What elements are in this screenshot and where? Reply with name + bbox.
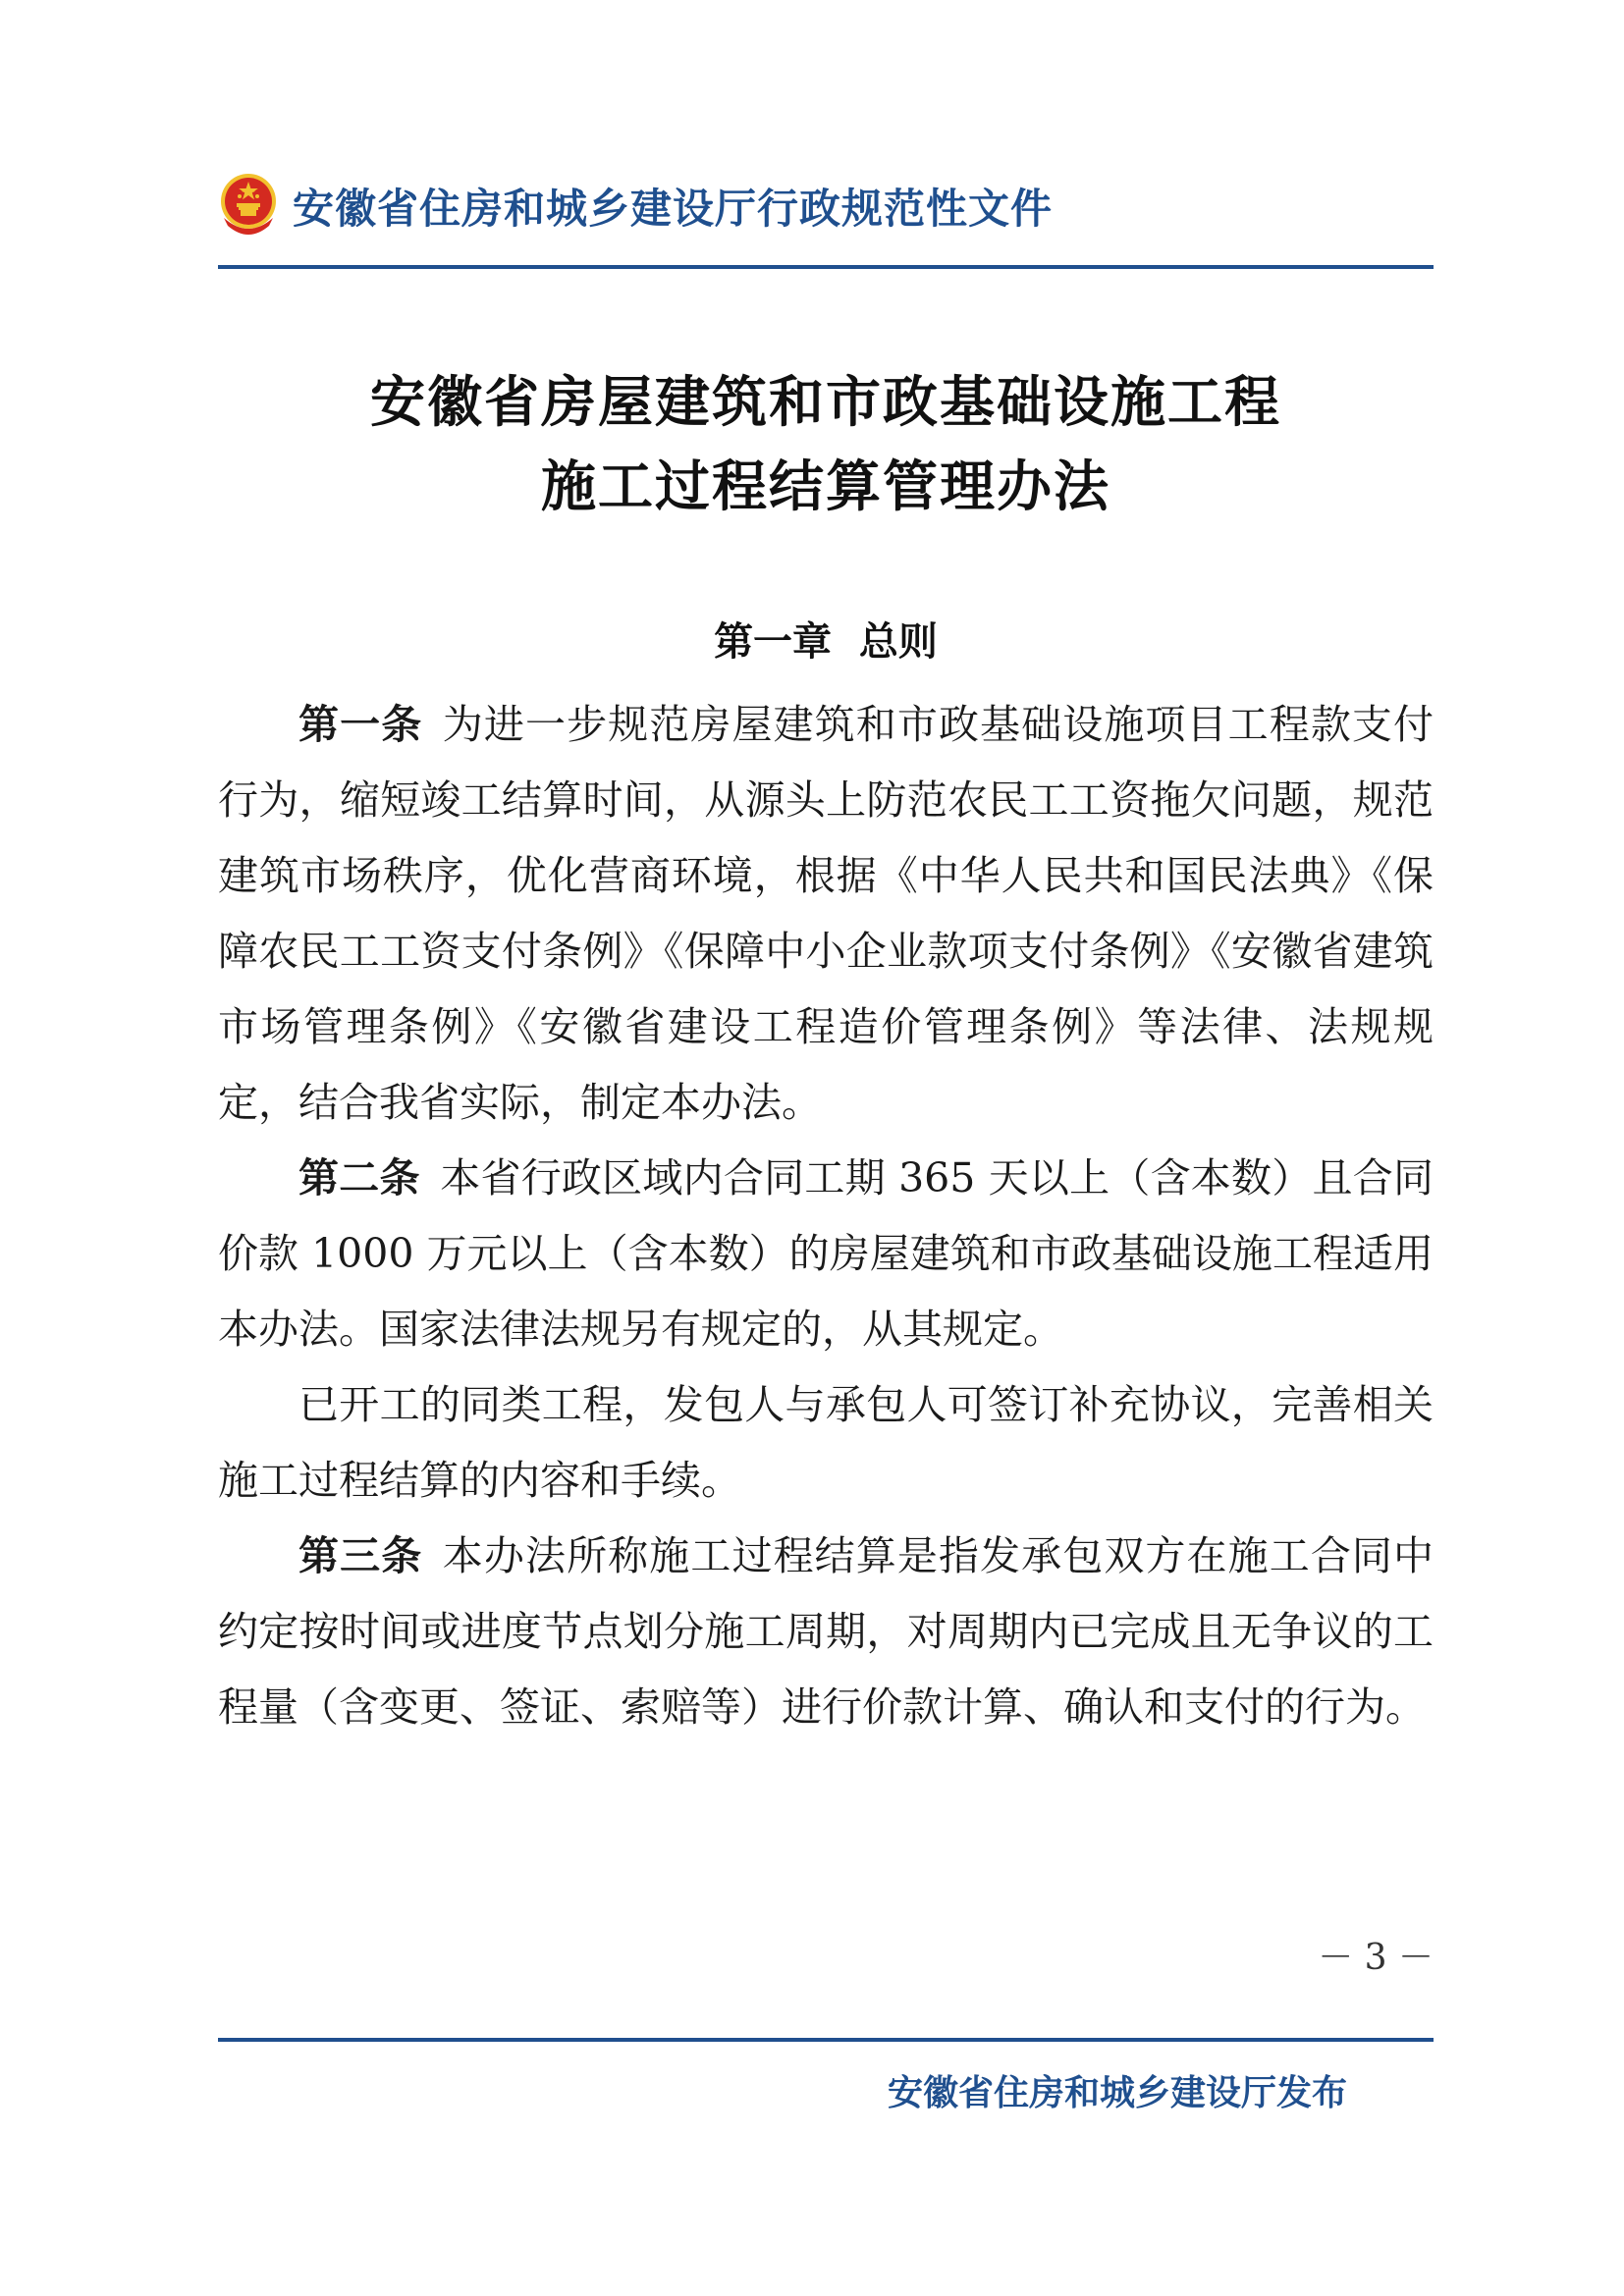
article-label: 第一条: [298, 701, 423, 748]
article-label: 第二条: [298, 1154, 420, 1201]
footer-divider: [218, 2038, 1434, 2042]
footer-publisher: 安徽省住房和城乡建设厅发布: [887, 2073, 1347, 2113]
header-title: 安徽省住房和城乡建设厅行政规范性文件: [293, 185, 1054, 233]
article-label: 第三条: [298, 1532, 423, 1579]
article-paragraph: [218, 1519, 1434, 1745]
article-text: 本办法所称施工过程结算是指发承包双方在施工合同中约定按时间或进度节点划分施工周期，对周期内已完成且无争议的工程量（含变更、签证、索赔等）进行价款计算、确认和支付的行为。: [218, 1532, 1435, 1731]
national-emblem-icon: [218, 171, 279, 241]
document-body: [218, 687, 1434, 1745]
article-text: 已开工的同类工程，发包人与承包人可签订补充协议，完善相关施工过程结算的内容和手续。: [218, 1381, 1434, 1504]
article-text: 本省行政区域内合同工期 365 天以上（含本数）且合同价款 1000 万元以上（含本数）的房屋建筑和市政基础设施工程适用本办法。国家法律法规另有规定的，从其规定。: [218, 1154, 1434, 1353]
document-title-line-1: 安徽省房屋建筑和市政基础设施工程: [370, 370, 1281, 435]
article-text: 为进一步规范房屋建筑和市政基础设施项目工程款支付行为，缩短竣工结算时间，从源头上防范农民工工资拖欠问题，规范建筑市场秩序，优化营商环境，根据《中华人民共和国民法典》《保障农民工工资支付条例》《保障中小企业款项支付条例》《安徽省建筑市场管理条例》《安徽省建设工程造价管理条例》等法律、法规规定，结合我省实际，制定本办法。: [218, 701, 1435, 1126]
document-header: [218, 167, 1053, 245]
article-paragraph: [218, 687, 1434, 1141]
article-paragraph: [218, 1367, 1434, 1519]
document-title-line-2: 施工过程结算管理办法: [541, 454, 1110, 519]
article-paragraph: [218, 1141, 1434, 1367]
page-number: － 3 －: [1318, 1938, 1434, 1978]
header-divider: [218, 265, 1434, 269]
chapter-heading: 第一章 总则: [714, 619, 938, 665]
